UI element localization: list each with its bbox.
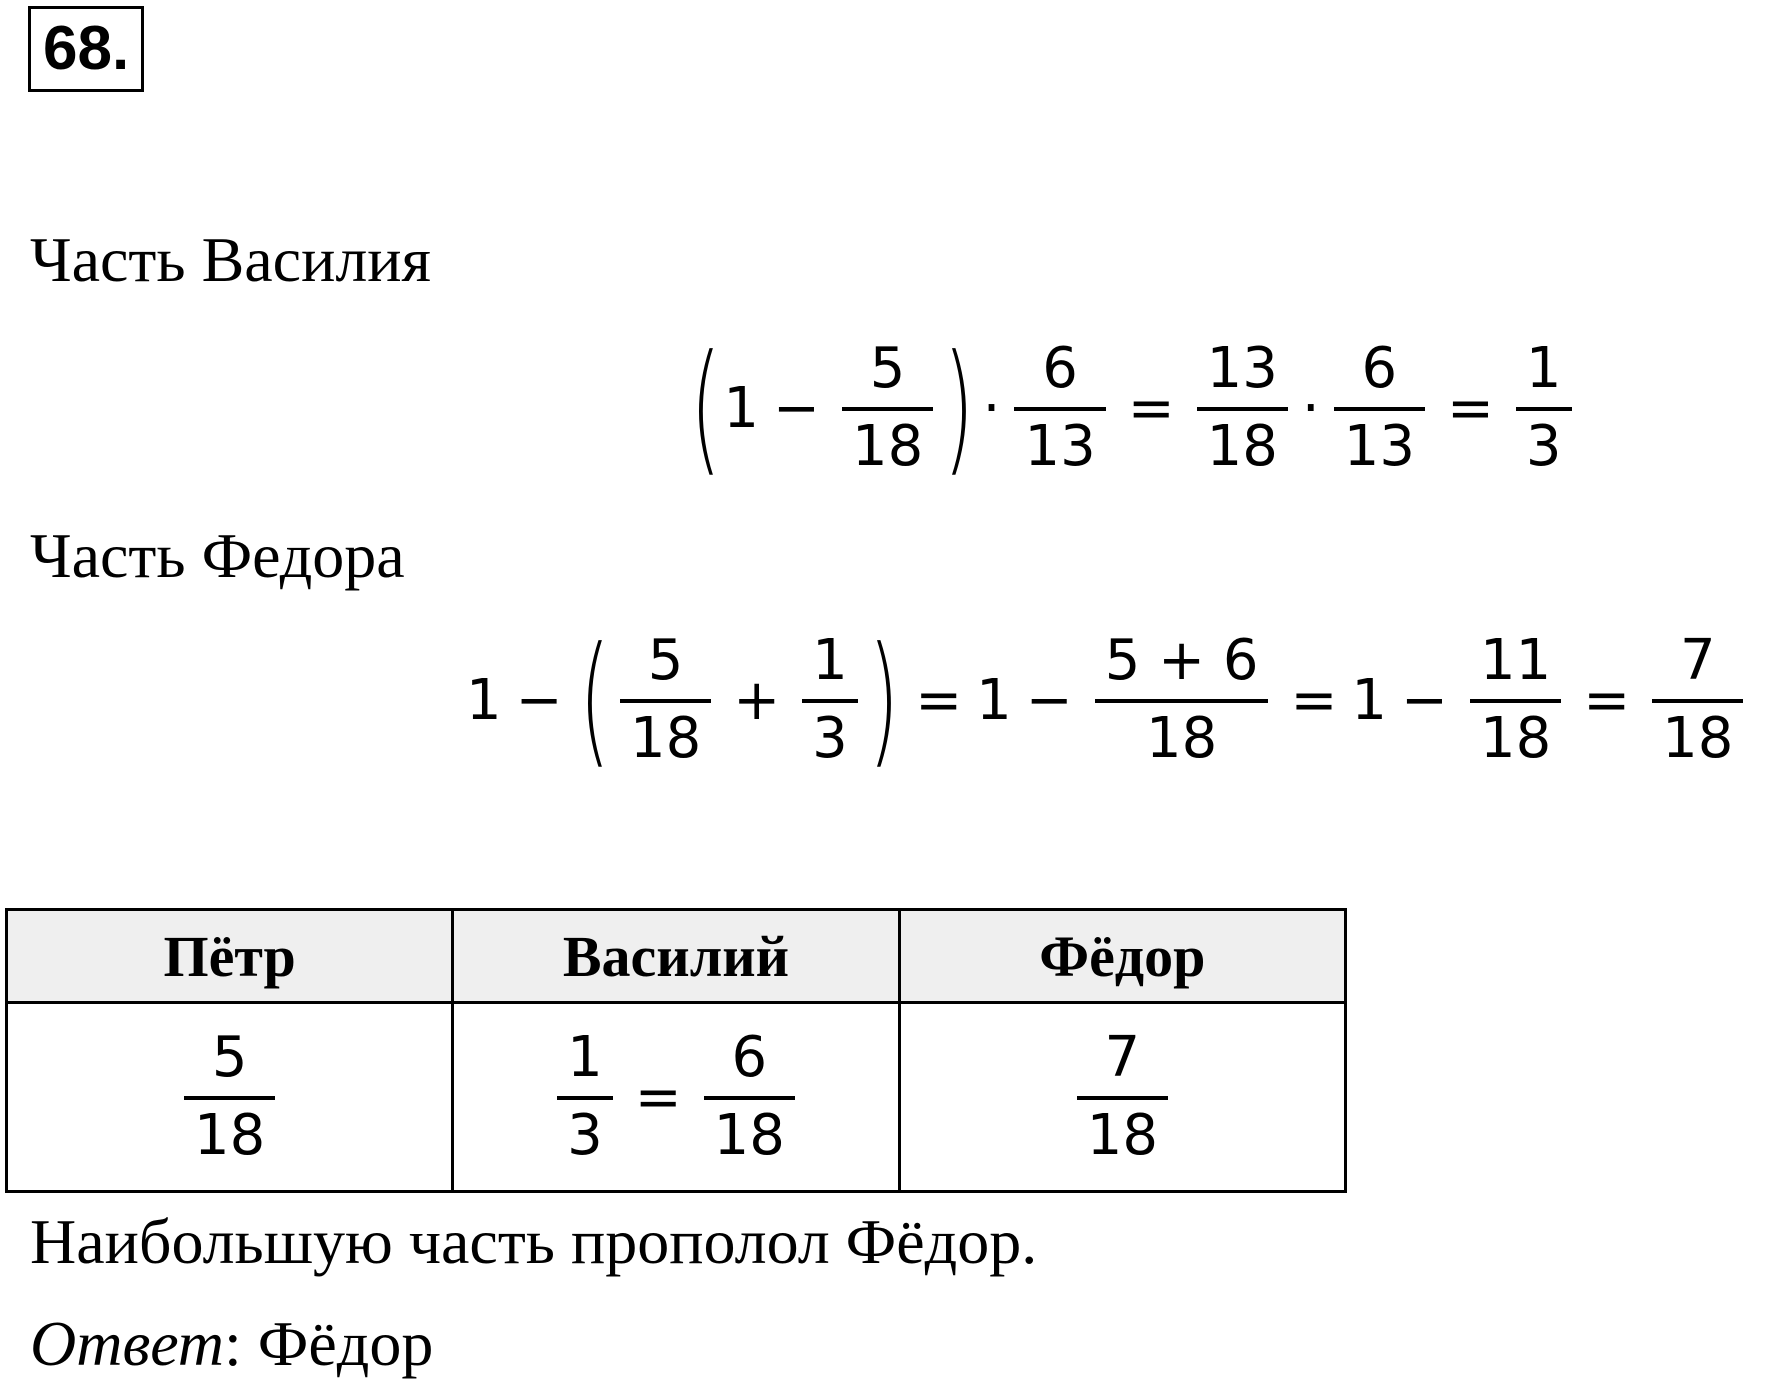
fraction xyxy=(1077,1025,1168,1168)
numerator: 6 xyxy=(1361,336,1398,401)
minus-sign: − xyxy=(1401,667,1448,733)
answer-label: Ответ xyxy=(30,1308,224,1379)
fedor-equation xyxy=(466,610,1751,790)
equals-sign: = xyxy=(1290,667,1338,733)
answer-value: Фёдор xyxy=(241,1308,434,1379)
fraction xyxy=(1095,628,1269,771)
cell-vasily xyxy=(453,1003,899,1192)
denominator: 3 xyxy=(567,1103,603,1168)
header-vasily: Василий xyxy=(453,910,899,1003)
numerator: 6 xyxy=(731,1025,768,1090)
denominator: 18 xyxy=(851,414,924,479)
table-header-row xyxy=(7,910,1346,1003)
results-table xyxy=(5,908,1347,1193)
numerator: 5 xyxy=(647,628,684,693)
fraction xyxy=(620,628,711,771)
fedor-heading: Часть Федора xyxy=(30,520,405,591)
fraction xyxy=(1516,336,1572,479)
term-one: 1 xyxy=(723,375,760,441)
conclusion-text: Наибольшую часть прополол Фёдор. xyxy=(30,1206,1038,1277)
answer-line xyxy=(30,1308,433,1380)
answer-colon: : xyxy=(224,1308,242,1379)
numerator: 11 xyxy=(1479,628,1552,693)
open-paren: ( xyxy=(690,325,721,490)
denominator: 18 xyxy=(1086,1103,1158,1168)
minus-sign: − xyxy=(773,375,820,441)
denominator: 3 xyxy=(1525,414,1562,479)
vasily-heading: Часть Василия xyxy=(30,224,431,295)
fraction xyxy=(1014,336,1105,479)
fraction xyxy=(802,628,858,771)
denominator: 18 xyxy=(1479,706,1552,771)
denominator: 13 xyxy=(1024,414,1096,479)
equals-sign: = xyxy=(634,1064,682,1130)
denominator: 13 xyxy=(1343,414,1415,479)
open-paren: ( xyxy=(579,617,610,782)
fraction xyxy=(1470,628,1561,771)
close-paren: ) xyxy=(868,617,899,782)
fraction xyxy=(184,1025,275,1168)
term-one: 1 xyxy=(466,667,502,733)
minus-sign: − xyxy=(515,667,563,733)
fraction xyxy=(557,1025,613,1168)
fraction xyxy=(1334,336,1425,479)
denominator: 18 xyxy=(194,1103,266,1168)
numerator: 13 xyxy=(1206,336,1278,401)
denominator: 18 xyxy=(1145,706,1218,771)
cell-petr xyxy=(7,1003,453,1192)
denominator: 18 xyxy=(1662,706,1734,771)
vasily-equation xyxy=(688,318,1580,498)
numerator: 5 xyxy=(211,1025,248,1090)
multiply-dot: · xyxy=(1301,375,1320,441)
numerator: 5 xyxy=(869,336,906,401)
plus-sign: + xyxy=(733,667,781,733)
numerator: 1 xyxy=(567,1025,603,1090)
minus-sign: − xyxy=(1025,667,1073,733)
equals-sign: = xyxy=(1446,375,1494,441)
fraction xyxy=(704,1025,795,1168)
cell-math xyxy=(901,1025,1344,1168)
numerator: 7 xyxy=(1104,1025,1141,1090)
cell-math xyxy=(454,1025,897,1168)
fraction xyxy=(1197,336,1288,479)
numerator: 1 xyxy=(812,628,848,693)
numerator: 6 xyxy=(1042,336,1078,401)
header-fedor: Фёдор xyxy=(899,910,1345,1003)
cell-math xyxy=(8,1025,451,1168)
term-one: 1 xyxy=(1351,667,1388,733)
close-paren: ) xyxy=(943,325,975,490)
denominator: 18 xyxy=(629,706,702,771)
problem-number: 68. xyxy=(28,6,144,92)
fraction xyxy=(1652,628,1743,771)
equals-sign: = xyxy=(1127,375,1175,441)
numerator: 7 xyxy=(1679,628,1716,693)
denominator: 3 xyxy=(812,706,848,771)
header-petr: Пётр xyxy=(7,910,453,1003)
numerator: 1 xyxy=(1525,336,1562,401)
equals-sign: = xyxy=(1583,667,1631,733)
multiply-dot: · xyxy=(982,375,1001,441)
denominator: 18 xyxy=(1206,414,1278,479)
term-one: 1 xyxy=(976,667,1012,733)
cell-fedor xyxy=(899,1003,1345,1192)
equals-sign: = xyxy=(915,667,963,733)
table-row xyxy=(7,1003,1346,1192)
numerator: 5 + 6 xyxy=(1104,628,1259,693)
denominator: 18 xyxy=(713,1103,785,1168)
fraction xyxy=(842,336,933,479)
